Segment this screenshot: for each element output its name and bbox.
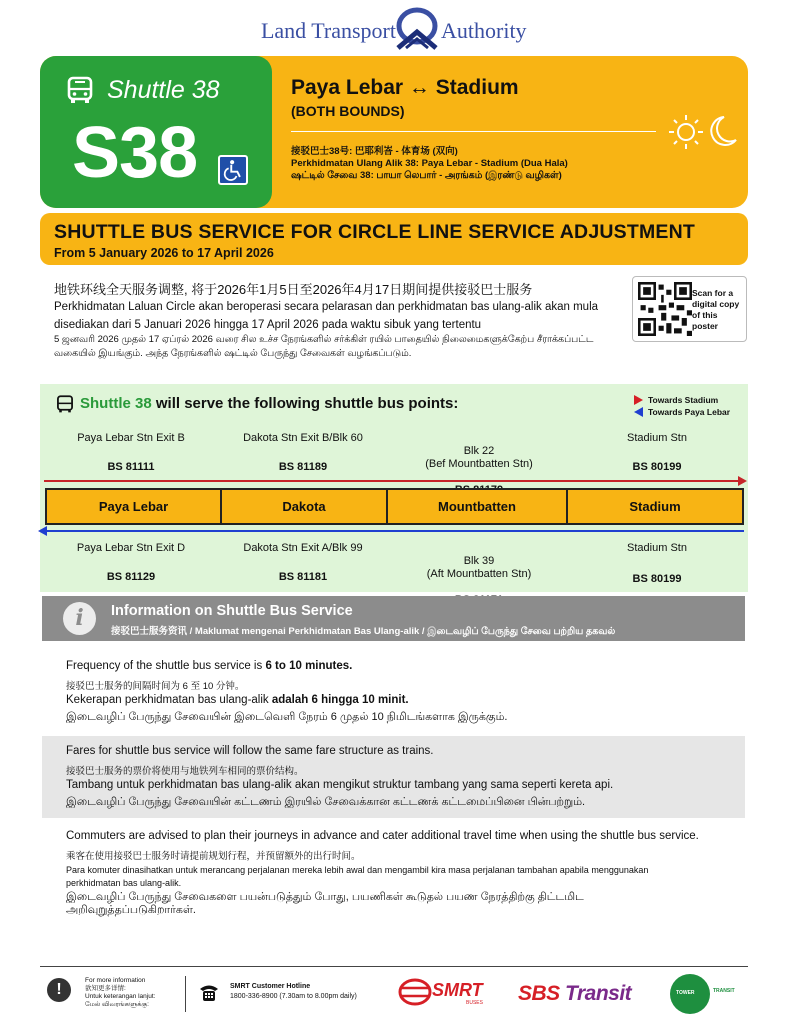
- lta-name-right: Authority: [441, 18, 527, 43]
- stop-name: Paya Lebar Stn Exit D: [76, 542, 186, 554]
- bus-icon: [56, 395, 74, 413]
- frequency-english: [66, 660, 746, 672]
- frequency-malay-text: Kekerapan perkhidmatan bas ulang-alik: [66, 694, 272, 706]
- route-map-heading-text: will serve the following shuttle bus points:: [151, 395, 459, 412]
- stop-name: Dakota Stn Exit A/Blk 99: [243, 542, 363, 554]
- tower-logo-text: TRANSIT: [713, 988, 735, 994]
- blue-arrow-icon: [634, 407, 643, 417]
- hotline-number[interactable]: 1800-336-8900 (7.30am to 8.00pm daily): [230, 993, 357, 1000]
- red-arrow-icon: [634, 395, 643, 405]
- frequency-english-text: Frequency of the shuttle bus service is: [66, 660, 266, 672]
- tower-logo-inner: TOWER: [676, 990, 695, 996]
- zone-stadium: Stadium: [629, 499, 681, 514]
- frequency-english-value: 6 to 10 minutes.: [265, 660, 353, 672]
- lta-name-left: Land Transport: [260, 18, 396, 43]
- intro-tamil: 5 ஜனவரி 2026 முதல் 17 ஏப்ரல் 2026 வரை சில உச்ச நேரங்களில் சர்க்கிள் ரயில் பாதையில் நிலைமைகளுக்கேற்ப சீராக்கப்பட்ட வகையில் இயங்கும். அந்த நேரங்களில் ஷட்டில் பேருந்து சேவைகள் வழங்கப்படும்.: [54, 334, 594, 359]
- bus-icon: [66, 76, 94, 104]
- advice-malay: Para komuter dinasihatkan untuk merancang perjalanan mereka lebih awal dan mengambil kira masa perjalanan tambahan apabila menggunakan perkhidmatan bas ulang-alik.: [66, 865, 649, 888]
- sbs-transit-logo: [518, 982, 631, 1006]
- more-info-english: For more information: [85, 977, 146, 984]
- route-malay: Perkhidmatan Ulang Alik 38: Paya Lebar - Stadium (Dua Hala): [291, 158, 568, 169]
- towards-paya-lebar-arrow: [38, 526, 47, 536]
- more-info-malay: Untuk keterangan lanjut:: [85, 993, 156, 1000]
- stop-name: Blk 22 (Bef Mountbatten Stn): [425, 445, 533, 470]
- smrt-logo-sub: BUSES: [466, 1000, 483, 1006]
- frequency-chinese: 接驳巴士服务的间隔时间为 6 至 10 分钟。: [66, 681, 245, 692]
- frequency-malay: [66, 694, 746, 706]
- stop-name: Stadium Stn: [627, 432, 687, 444]
- stop-bottom: [226, 542, 380, 584]
- stop-name: Blk 39 (Aft Mountbatten Stn): [426, 555, 532, 580]
- fares-chinese: 接驳巴士服务的票价将使用与地铁列车相同的票价结构。: [66, 766, 304, 777]
- lta-logo-icon: [392, 6, 442, 50]
- stop-bottom: [582, 542, 732, 586]
- route-title: Paya Lebar ↔ Stadium: [291, 76, 519, 99]
- more-info-chinese: 欲知更多详情:: [85, 985, 126, 992]
- intro-chinese: 地铁环线全天服务调整, 将于2026年1月5日至2026年4月17日期间提供接驳巴士服务: [54, 282, 533, 297]
- zone-mountbatten: Mountbatten: [388, 490, 568, 523]
- stop-top: [582, 432, 732, 474]
- info-icon: i: [63, 602, 96, 635]
- moon-icon: [711, 117, 736, 145]
- stop-name: Stadium Stn: [627, 542, 687, 554]
- sbs-logo-text: SBS: [518, 982, 566, 1005]
- stop-name: Dakota Stn Exit B/Blk 60: [243, 432, 363, 444]
- sun-icon: [669, 115, 703, 149]
- route-map-heading: [80, 395, 458, 412]
- legend-label: Towards Paya Lebar: [648, 407, 731, 417]
- transit-logo-text: Transit: [565, 982, 632, 1005]
- adjustment-dates: From 5 January 2026 to 17 April 2026: [54, 246, 274, 260]
- info-title: Information on Shuttle Bus Service: [111, 603, 353, 619]
- info-subtitle: 接驳巴士服务资讯 / Maklumat mengenai Perkhidmatan Bas Ulang-alik / இடைவழிப் பேருந்து சேவை பற்றிய தகவல்: [111, 626, 616, 637]
- route-bounds: (BOTH BOUNDS): [291, 103, 405, 119]
- adjustment-title: SHUTTLE BUS SERVICE FOR CIRCLE LINE SERVICE ADJUSTMENT: [54, 221, 696, 243]
- route-chinese: 接驳巴士38号: 巴耶利峇 - 体育场 (双向): [291, 146, 458, 157]
- wheelchair-icon: [218, 155, 248, 185]
- stop-top: [226, 432, 380, 474]
- footer-divider: [40, 966, 748, 967]
- intro-malay: Perkhidmatan Laluan Circle akan beroperasi secara pelarasan dan perkhidmatan bas ulang-alik akan mula disediakan dari 5 Januari 2026 hingga 17 April 2026 pada waktu sibuk yang tertentu: [54, 301, 599, 331]
- advice-chinese: 乘客在使用接驳巴士服务时请提前规划行程，并预留额外的出行时间。: [66, 851, 361, 862]
- route-map-shuttle: Shuttle 38: [80, 395, 152, 412]
- fares-english: Fares for shuttle bus service will follow the same fare structure as trains.: [66, 745, 434, 757]
- frequency-tamil: இடைவழிப் பேருந்து சேவையின் இடைவெளி நேரம் 6 முதல் 10 நிமிடங்களாக இருக்கும்.: [66, 711, 508, 723]
- towards-stadium-arrow: [738, 476, 747, 486]
- sun-moon-icon: [666, 112, 740, 152]
- frequency-malay-value: adalah 6 hingga 10 minit.: [271, 694, 409, 706]
- zone-bar: [45, 488, 744, 525]
- legend-towards-paya-lebar: [634, 406, 730, 418]
- qr-code[interactable]: [638, 282, 692, 336]
- advice-tamil: இடைவழிப் பேருந்து சேவைகளை பயன்படுத்தும் போது, பயணிகள் கூடுதல் பயண நேரத்திற்கு திட்டமிட அறிவுறுத்தப்படுகிறார்கள்.: [66, 891, 584, 916]
- fares-malay: Tambang untuk perkhidmatan bas ulang-alik akan mengikut struktur tambang yang sama seperti kereta api.: [66, 779, 614, 791]
- hotline-title: SMRT Customer Hotline: [230, 983, 311, 990]
- stop-code: BS 81189: [278, 461, 328, 473]
- stop-top: [56, 432, 206, 474]
- service-number: S38: [72, 113, 198, 193]
- exclamation-icon: !: [47, 978, 71, 1002]
- advice-english: Commuters are advised to plan their journeys in advance and cater additional travel time when using the shuttle bus service.: [66, 830, 699, 842]
- stop-code: BS 80199: [632, 461, 682, 473]
- legend-towards-stadium: [634, 394, 730, 406]
- more-info-tamil: மேல் விவரங்களுக்கு:: [85, 1001, 149, 1008]
- towards-stadium-line: [44, 480, 744, 482]
- stop-bottom: [56, 542, 206, 584]
- stop-code: BS 81129: [106, 571, 156, 583]
- route-multilingual: [291, 146, 568, 182]
- zone-paya-lebar: Paya Lebar: [47, 490, 222, 523]
- stop-name: Paya Lebar Stn Exit B: [77, 432, 185, 444]
- legend-label: Towards Stadium: [648, 395, 719, 405]
- route-divider: [291, 131, 656, 132]
- phone-icon: [198, 982, 220, 1002]
- shuttle-name: Shuttle 38: [107, 76, 220, 104]
- direction-legend: [634, 394, 730, 418]
- footer-separator: [185, 976, 186, 1012]
- stop-code: BS 81181: [278, 571, 328, 583]
- lta-header: [0, 6, 791, 50]
- stop-code: BS 80199: [632, 573, 682, 585]
- route-tamil: ஷட்டில் சேவை 38: பாயா லெபார் - அரங்கம் (இரண்டு வழிகள்): [291, 170, 562, 181]
- stop-code: BS 81111: [107, 461, 155, 473]
- more-info: [85, 977, 155, 1009]
- fares-tamil: இடைவழிப் பேருந்து சேவையின் கட்டணம் இரயில் சேவைக்கான கட்டணக் கட்டமைப்பினை பின்பற்றும்.: [66, 796, 586, 808]
- towards-paya-lebar-line: [44, 530, 744, 532]
- qr-label: Scan for a digital copy of this poster: [692, 288, 740, 331]
- smrt-logo-text: SMRT: [432, 980, 483, 1000]
- zone-dakota: Dakota: [222, 490, 388, 523]
